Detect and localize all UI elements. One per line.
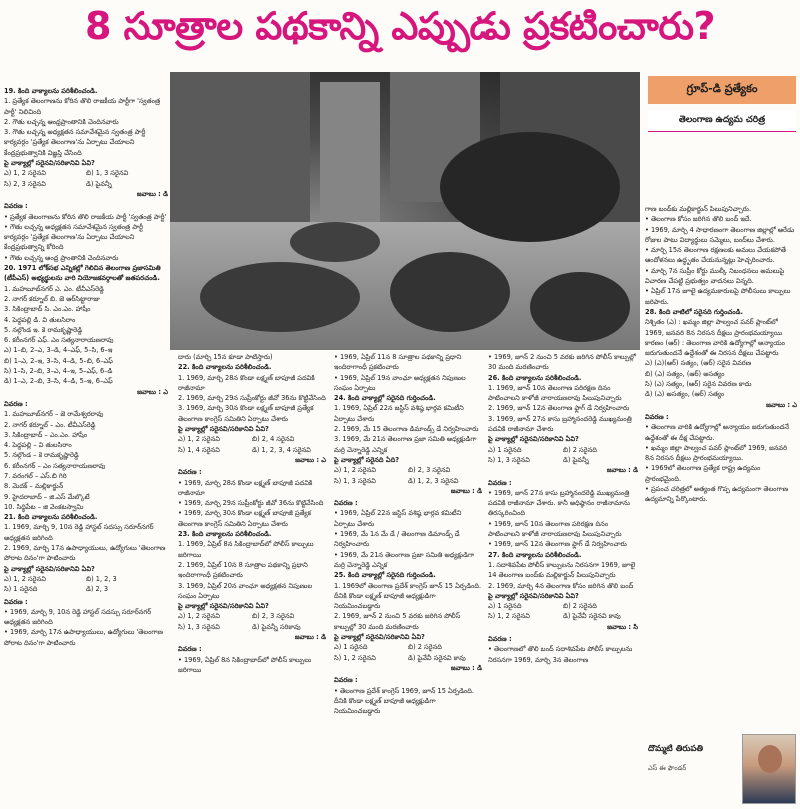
paragraph: 10. సిద్ధిపేట – జి వెంకటస్వామి — [4, 502, 84, 511]
paragraph: • 1969, జూన్ 2 నుంచి 5 వరకు జరిగిన పోలీస్ కాల్పుల్లో 30 మంది మరణించారు — [488, 353, 636, 372]
paragraph: 2. 1969, మార్చి 4న తెలంగాణ కోసం జరిగిన తొలి బంద్ — [488, 581, 634, 590]
paragraph: 2. 1969, మార్చి 29న సుప్రీంకోర్టు జీవో 36ను కొట్టివేసింది — [178, 394, 326, 403]
headline: 8 సూత్రాల పథకాన్ని ఎప్పుడు ప్రకటించారు? — [84, 4, 716, 48]
answer-options — [488, 455, 638, 465]
paragraph: ఎ) (ఎ)(ఆర్) సత్యం, (ఆర్) సరైన వివరణ — [645, 359, 752, 368]
option: సి) 1, 3 సరైనవి — [334, 476, 376, 485]
paragraph: • తెలంగాణ వారికి ఉద్యోగాల్లో అన్యాయం జరుగుతుందనే ఉద్దేశంతో ఈ దీక్ష చేపట్టారు. — [645, 423, 790, 442]
paragraph: 3. 1969, మే 21న తెలంగాణ ప్రజా సమితి అధ్యక్షుడిగా మర్రి చెన్నారెడ్డి ఎన్నిక — [334, 435, 477, 454]
paragraph: 1. ప్రత్యేక తెలంగాణను కోరిన తొలి రాజకీయ పార్టీగా 'స్వతంత్ర పార్టీ' నిలిచింది — [4, 97, 161, 116]
option: ఎ) 1, 2 సరైనవి — [4, 574, 46, 583]
question-text: 26. కింది వాక్యాలను పరిశీలించండి. — [488, 373, 638, 383]
paragraph: 5. నల్గొండ ఇ. కె రామకృష్ణారెడ్డి — [4, 325, 83, 334]
paragraph: 3. గౌతు లచ్చన్న అధ్యక్షతన సమావేశమైన స్వతంత్ర పార్టీ కార్యవర్గం 'ప్రత్యేక తెలంగాణ'ను ఏర్పాటు చేయాలని కేంద్రప్రభుత్వానికి విజ్ఞప్తి చేసింది — [4, 128, 146, 157]
question-text: పై వాక్యాల్లో సరైనవి/సరికానివి ఏవి? — [488, 591, 579, 600]
paragraph: 2. గౌతు లచ్చన్న ఆంధ్రప్రాంతానికి చెందినవారు — [4, 117, 119, 126]
paragraph: • మార్చి 7న సుప్రీం కోర్టు ముల్కీ నిబంధనలు అమలుపై విచారణ చేపట్టి ప్రభుత్వం వాదనలు విన్నది. — [645, 266, 785, 286]
paragraph: 2. నాగర్ కర్నూల్ – ఎం. టీవీఎస్‌రెడ్డి — [4, 420, 96, 429]
paragraph: • 1969, మార్చి 28న కొండా లక్ష్మణ్ బాపూజీ పదవికి రాజీనామా — [178, 478, 313, 497]
option: డి) 1, 2, 3, 4 సరైనవి — [252, 445, 311, 454]
option: ఎ) 1 సరైనది — [334, 643, 368, 652]
historical-protest-photo — [170, 72, 640, 350]
paragraph: • ప్రత్యేక తెలంగాణను కోరిన తొలి రాజకీయ పార్టీ 'స్వతంత్ర పార్టీ' — [4, 212, 167, 221]
paragraph: డి) 1–ఎ, 2–బి, 3–సి, 4–డి, 5–ఇ, 6–ఎఫ్ — [4, 377, 113, 386]
option: డి) 1, 2, 3 సరైనవి — [408, 476, 459, 485]
option: బి) 2 సరైనది — [408, 643, 442, 652]
paragraph: సి) (ఎ) సత్యం, (ఆర్) సరైన వివరణ కాదు — [645, 380, 752, 389]
paragraph: 2. నాగర్ కర్నూల్ బి. జె ఆర్‌సిట్టారాజు — [4, 294, 100, 303]
paragraph: • 1969లో తెలంగాణ ప్రత్యేక రాష్ట్ర ఉద్యమం ప్రారంభమైంది. — [645, 464, 761, 483]
paragraph: • 1969, జూన్ 27న కాసు బ్రహ్మానందరెడ్డి ముఖ్యమంత్రి పదవికి రాజీనామా చేశారు. కానీ అధిష్ఠానం రాజీనామాను తిరస్కరించింది — [488, 488, 630, 518]
explanation-heading: వివరణ : — [4, 202, 28, 211]
answer-options — [178, 434, 326, 444]
option: సి) 1 సరైనది — [4, 585, 38, 594]
option: ఎ) 1, 2 సరైనవి — [4, 169, 46, 178]
paragraph: కారణం (ఆర్) : తెలంగాణ వారికి ఉద్యోగాల్లో అన్యాయం జరుగుతుందనే ఉద్దేశంతో ఈ నిరసన దీక్షలు చేపట్టారు — [645, 338, 786, 358]
paragraph: • ప్రపంచ చరిత్రలో అత్యంత గొప్ప ఉద్యమంగా తెలంగాణ ఉద్యమాన్ని పేర్కొంటారు. — [645, 485, 789, 504]
explanation-heading: వివరణ : — [334, 499, 358, 508]
question-text: పై వాక్యాల్లో సరైనవి/సరికానివి ఏవి? — [4, 159, 95, 168]
option: సి) 1, 2 సరైనవి — [488, 612, 530, 621]
paragraph: 5. నల్గొండ – కె రామకృష్ణారెడ్డి — [4, 451, 79, 460]
option: సి) 2, 3 సరైనవి — [4, 179, 46, 188]
paragraph: 3. 1969, ఏప్రిల్ 20న వాంఛూ అధ్యక్షతన నిపుణుల సంఘం ఏర్పాటు — [178, 581, 313, 600]
paragraph: 3. 1969, మార్చి 30న కొండా లక్ష్మణ్ బాపూజీ ప్రత్యేక తెలంగాణ కాంగ్రెస్ సమితిని ఏర్పాటు చేశారు — [178, 404, 314, 423]
paragraph: 1. 1969, ఏప్రిల్ 22న జస్టిస్ వశిష్ఠ భార్గవ కమిటీని ఏర్పాటు చేశారు — [334, 404, 464, 423]
explanation-heading: వివరణ : — [645, 412, 669, 421]
option: సి) 1, 4 సరైనవి — [178, 445, 220, 454]
option: ఎ) 1, 2 సరైనవి — [178, 435, 220, 444]
question-text: 27. కింది వాక్యాలను పరిశీలించండి. — [488, 550, 638, 560]
answer-text: జవాబు : డి — [450, 663, 482, 672]
article-column-2 — [178, 352, 326, 804]
option: బి) 2 సరైనది — [563, 445, 597, 454]
paragraph: • 1969, మార్చి 4 సాధారణంగా తెలంగాణ జిల్లాల్లో ఆరేడు రోజుల పాటు విద్యార్థులు సమ్మెలు, బంద్‌లు చేశారు. — [645, 225, 795, 244]
paragraph: 1. 1969, మార్చి 9, 10న రెడ్డి హాస్టల్ సదస్సు సరూర్‌నగర్ అధ్యక్షతన జరిగింది — [4, 523, 154, 542]
question-text: 20. 1971 లోక్‌సభ ఎన్నికల్లో గెలిచిన తెలంగాణ ప్రజాసమితి (టీపీఎస్) అభ్యర్థులను వారి నియోజకవర్గాలతో జతపరచండి. — [4, 263, 168, 284]
answer-text: జవాబు : సి — [607, 622, 638, 631]
answer-text: జవాబు : ఎ — [295, 455, 326, 464]
paragraph: బి) (ఎ) సత్యం, (ఆర్) అసత్యం — [645, 369, 725, 378]
paragraph: • 1969, మే 1న మే డే / తెలంగాణ డిమాండ్స్ డే నిర్వహించారు — [334, 530, 460, 549]
option: డి) పైవేవీ సరైనవి కావు — [408, 653, 466, 662]
paragraph: • 1969, మార్చి 9, 10న రెడ్డి హాస్టల్ సదస్సు సరూర్‌నగర్ అధ్యక్షతన జరిగింది — [4, 607, 152, 627]
answer-options — [334, 653, 482, 663]
answer-options — [178, 622, 326, 632]
option: డి) 2, 3 — [86, 585, 109, 594]
explanation-heading: వివరణ : — [334, 676, 358, 685]
paragraph: 1. మహబూబ్‌నగర్ – జె రామేశ్వరరావు — [4, 410, 104, 419]
paragraph: • గౌతు లచ్చన్న ఆంధ్ర ప్రాంతానికి చెందినవారు — [4, 253, 119, 262]
option: ఎ) 1, 2 సరైనవి — [334, 466, 376, 475]
option: డి) పైవేవీ సరైనవి కావు — [563, 612, 621, 621]
option: సి) 1, 3 సరైనవి — [488, 455, 530, 464]
paragraph: 3. సికింద్రాబాద్ సి. ఎం.ఎం. హాషీం — [4, 305, 91, 314]
explanation-heading: వివరణ : — [488, 635, 512, 644]
paragraph: 1. 1969, జూన్ 10న తెలంగాణ పరిరక్షణ దినం పాటించాలని కాళోజీ నారాయణరావు పిలుపునిచ్చారు — [488, 383, 622, 403]
explanation-heading: వివరణ : — [178, 645, 202, 654]
paragraph: 2. 1969, మే 15 తెలంగాణ డిమాండ్స్ డే నిర్వహించారు — [334, 425, 479, 434]
answer-options — [334, 476, 482, 486]
option: బి) 1, 2, 3 — [86, 574, 117, 583]
paragraph: • ఖమ్మం జిల్లా పాల్వంచ పవర్ ప్లాంట్‌లో 1969, జనవరి 8న నిరసన దీక్షలు ప్రారంభమయ్యాయి. — [645, 443, 787, 463]
question-text: 23. కింది వాక్యాలను పరిశీలించండి. — [178, 529, 326, 539]
author-name: దొమ్మటి తిరుపతి — [648, 744, 704, 754]
answer-options — [488, 601, 638, 611]
question-text: పై వాక్యాల్లో సరైనవి/సరికానివి ఏవి? — [178, 425, 269, 434]
paragraph: దారు (మార్చి 15న కూడా పాటిస్తారు) — [178, 353, 273, 361]
question-text: 22. కింది వాక్యాలను పరిశీలించండి. — [178, 362, 326, 372]
answer-options — [334, 465, 482, 475]
paragraph: 2. 1969, జూన్ 12న తెలంగాణ ఫ్లాగ్ డే నిర్వహించారు — [488, 404, 630, 413]
paragraph: • తెలంగాణలో తొలి బంద్ సదాశివపేట పోలీస్ కాల్పులను నిరసనగా 1969, మార్చి 3న తెలంగాణ — [488, 645, 633, 664]
paragraph: • మార్చి 15న తెలంగాణ రక్షణలకు అమలు చేయకపోతే ఆందోళనలు ఉద్ధృతం చేయనున్నట్లు హెచ్చరించారు. — [645, 246, 786, 265]
section-tag: గ్రూప్-డి ప్రత్యేకం — [648, 76, 796, 104]
option: సి) 1, 3 సరైనవి — [178, 622, 220, 631]
paragraph: 1. మహబూబ్‌నగర్ ఎ. ఎం. టీవీఎస్‌రెడ్డి — [4, 284, 104, 293]
author-role: ఎస్ ఈ ఫౌండర్ — [648, 764, 687, 772]
paragraph: 3. 1969, జూన్ 27న కాసు బ్రహ్మానందరెడ్డి ముఖ్యమంత్రి పదవికి రాజీనామా చేశారు — [488, 414, 632, 434]
paragraph: 4. పెద్దపల్లి డి. వి తులసిరాం — [4, 315, 76, 324]
answer-options — [488, 445, 638, 455]
paragraph: 2. 1969, ఏప్రిల్ 10న 8 సూత్రాల పథకాన్ని ప్రధాని ఇందిరాగాంధీ ప్రకటించారు — [178, 560, 308, 580]
question-text: పై వాక్యాల్లో సరైనవి/సరికానివి ఏవి? — [4, 564, 95, 573]
paragraph: సి) 1–సి, 2–బి, 3–ఎ, 4–ఇ, 5–ఎఫ్, 6–డి — [4, 367, 113, 376]
answer-options — [334, 642, 482, 652]
question-text: పై వాక్యాల్లో సరైనది ఏది? — [334, 455, 400, 464]
paragraph: • 1969, జూన్ 12న తెలంగాణ ఫ్లాగ్ డే నిర్వహించారు — [488, 540, 627, 549]
paragraph: 1. 1969, ఏప్రిల్ 8న సికింద్రాబాద్‌లో పోలీస్ కాల్పులు జరిగాయి — [178, 540, 314, 559]
paragraph: • 1969, ఏప్రిల్ 8న సికింద్రాబాద్‌లో పోలీస్ కాల్పులు జరిగాయి — [178, 655, 312, 674]
paragraph: 1. 1969, మార్చి 28న కొండా లక్ష్మణ్ బాపూజీ పదవికి రాజీనామా — [178, 373, 315, 392]
question-text: 21. కింది వాక్యాలను పరిశీలించండి. — [4, 512, 168, 522]
question-text: 25. కింది వాక్యాల్లో సరైనది గుర్తించండి. — [334, 570, 482, 580]
paragraph: గాణ బంద్‌కు మల్లికార్జున్ పిలుపునిచ్చారు. — [645, 205, 752, 213]
paragraph: • 1969, మే 21న తెలంగాణ ప్రజా సమితి అధ్యక్షుడిగా మర్రి చెన్నారెడ్డి ఎన్నిక — [334, 550, 475, 569]
answer-text: జవాబు : డి — [294, 633, 326, 642]
paragraph: • తెలంగాణ కోసం జరిగిన తొలి బంద్ ఇదే. — [645, 215, 752, 224]
section-subtitle: తెలంగాణ ఉద్యమ చరిత్ర — [648, 110, 796, 132]
paragraph: • 1969, మార్చి 30న కొండా లక్ష్మణ్ బాపూజీ ప్రత్యేక తెలంగాణ కాంగ్రెస్ సమితిని ఏర్పాటు చేశారు — [178, 509, 312, 528]
explanation-heading: వివరణ : — [178, 468, 202, 477]
option: డి) పైవన్నీ — [563, 455, 589, 464]
answer-text: జవాబు : డి — [136, 189, 168, 198]
option: ఎ) 1 సరైనది — [488, 445, 522, 454]
paragraph: • 1969, మార్చి 29న సుప్రీంకోర్టు జీవో 36ను కొట్టివేసింది — [178, 499, 324, 508]
answer-options — [4, 179, 168, 189]
paragraph: బి) 1–ఎ, 2–ఇ, 3–సి, 4–డి, 5–బి, 6–ఎఫ్ — [4, 356, 113, 365]
explanation-heading: వివరణ : — [4, 597, 28, 606]
answer-options — [4, 584, 168, 594]
article-column-4 — [488, 352, 638, 804]
paragraph: • 1969, మార్చి 17న ఉపాధ్యాయులు, ఉద్యోగులు 'తెలంగాణ పోరాట దినం'గా పాటించారు — [4, 628, 163, 647]
answer-text: జవాబు : డి — [606, 466, 638, 475]
paragraph: • 1969, ఏప్రిల్ 11న 8 సూత్రాల పథకాన్ని ప్రధాని ఇందిరాగాంధీ ప్రకటించారు — [334, 353, 462, 372]
paragraph: 7. వరంగల్ – ఎస్.బి గిరి — [4, 471, 67, 480]
option: బి) 2, 3 సరైనవి — [252, 612, 295, 621]
answer-text: జవాబు : ఎ — [766, 400, 797, 409]
question-text: పై వాక్యాల్లో సరైనవి/సరికానివి ఏవి? — [178, 602, 269, 611]
option: బి) 2 సరైనది — [563, 602, 597, 611]
paragraph: • 1969, ఏప్రిల్ 22న జస్టిస్ వశిష్ఠ భార్గవ కమిటీని ఏర్పాటు చేశారు — [334, 509, 462, 528]
option: సి) 1, 2 సరైనవి — [334, 653, 376, 662]
question-text: పై వాక్యాల్లో సరైనవి/సరికానివి ఏవి? — [488, 435, 579, 444]
paragraph: 1. సదాశివపేట పోలీస్ కాల్పులను నిరసనగా 1969, జూలై 14 తెలంగాణ బంద్‌కు మల్లికార్జున్ పిలుపునిచ్చారు — [488, 560, 636, 580]
paragraph: 8. మెదక్ – మల్లికార్జున్ — [4, 482, 64, 491]
paragraph: 3. సికింద్రాబాద్ – ఎం.ఎం. హాషీం — [4, 430, 88, 439]
option: డి) పైవన్నీ సరికావు — [252, 622, 301, 631]
article-column-5 — [645, 204, 797, 724]
paragraph: 2. 1969, జూన్ 2 నుంచి 5 వరకు జరిగిన పోలీస్ కాల్పుల్లో 30 మంది మరణించారు — [334, 612, 461, 631]
paragraph: 2. 1969, మార్చి 17న ఉపాధ్యాయులు, ఉద్యోగులు 'తెలంగాణ పోరాట దినం'గా పాటించారు — [4, 544, 166, 563]
question-text: 24. కింది వాక్యాల్లో సరైనది గుర్తించండి. — [334, 393, 482, 403]
paragraph: డి) (ఎ) అసత్యం, (ఆర్) సత్యం — [645, 390, 725, 399]
article-column-3 — [334, 352, 482, 804]
paragraph: 6. కరీంనగర్ ఎఫ్. ఎం సత్యనారాయణరావు — [4, 336, 114, 345]
paragraph: నిశ్చితం (ఎ) : ఖమ్మం జిల్లా పాల్వంచ పవర్ ప్లాంట్‌లో 1969, జనవరి 8న నిరసన దీక్షలు ప్రారంభమయ్యాయి — [645, 318, 783, 337]
paragraph: • తెలంగాణ ప్రదేశ్ కాంగ్రెస్ 1969, జూన్ 15 ఏర్పడింది. దీనికి కొండా లక్ష్మణ్ బాపూజీ అధ్యక్షుడిగా నియమించబడ్డారు — [334, 686, 474, 716]
question-text: 19. కింది వాక్యాలను పరిశీలించండి. — [4, 86, 168, 96]
question-text: పై వాక్యాల్లో సరైనవి/సరికానివి ఏవి? — [334, 633, 425, 642]
answer-text: జవాబు : డి — [450, 486, 482, 495]
article-column-1 — [4, 86, 168, 804]
option: ఎ) 1 సరైనది — [488, 602, 522, 611]
answer-options — [178, 445, 326, 455]
paragraph: • ఏప్రిల్ 17న జూలై ఉద్యమకారులపై పోలీసులు కాల్పులు జరిపారు. — [645, 287, 791, 306]
author-avatar — [742, 734, 796, 804]
author-box — [648, 734, 796, 806]
paragraph: • 1969, ఏప్రిల్ 19న వాంఛూ అధ్యక్షతన నిపుణుల సంఘం ఏర్పాటు — [334, 373, 466, 392]
answer-options — [4, 574, 168, 584]
paragraph: • గౌతు లచ్చన్న అధ్యక్షతన సమావేశమైన స్వతంత్ర పార్టీ కార్యవర్గం 'ప్రత్యేక తెలంగాణ'ను ఏర్పాటు చేయాలని కేంద్రప్రభుత్వాన్ని కోరింది — [4, 222, 143, 252]
answer-options — [178, 611, 326, 621]
explanation-heading: వివరణ : — [488, 478, 512, 487]
option: బి) 2, 3 సరైనవి — [408, 466, 451, 475]
option: డి) పైవన్నీ — [86, 179, 112, 188]
answer-text: జవాబు : ఎ — [137, 387, 168, 396]
explanation-heading: వివరణ : — [4, 399, 28, 408]
paragraph: 4. పెద్దపల్లి – వి తులసిరాం — [4, 441, 72, 450]
option: ఎ) 1, 2 సరైనవి — [178, 612, 220, 621]
paragraph: 9. హైదరాబాద్ – జి.ఎస్ మేల్కొటే — [4, 492, 90, 501]
answer-options — [488, 611, 638, 621]
option: బి) 1, 3 సరైనవి — [86, 169, 129, 178]
question-text: 28. కింది వాటిలో సరైనది గుర్తించండి. — [645, 307, 797, 317]
paragraph: 1. 1969లో తెలంగాణ ప్రదేశ్ కాంగ్రెస్ జూన్ 15 ఏర్పడింది. దీనికి కొండా లక్ష్మణ్ బాపూజీ అధ్యక్షుడిగా నియమించబడ్డారు — [334, 581, 482, 611]
answer-options — [4, 168, 168, 178]
option: బి) 2, 4 సరైనవి — [252, 435, 295, 444]
paragraph: ఎ) 1–బి, 2–ఎ, 3–డి, 4–ఎఫ్, 5–సి, 6–ఇ — [4, 346, 113, 355]
paragraph: 6. కరీంనగర్ – ఎం సత్యనారాయణరావు — [4, 461, 106, 470]
paragraph: • 1969, జూన్ 10న తెలంగాణ పరిరక్షణ దినం పాటించాలని కాళోజీ నారాయణరావు పిలుపునిచ్చారు — [488, 519, 622, 539]
